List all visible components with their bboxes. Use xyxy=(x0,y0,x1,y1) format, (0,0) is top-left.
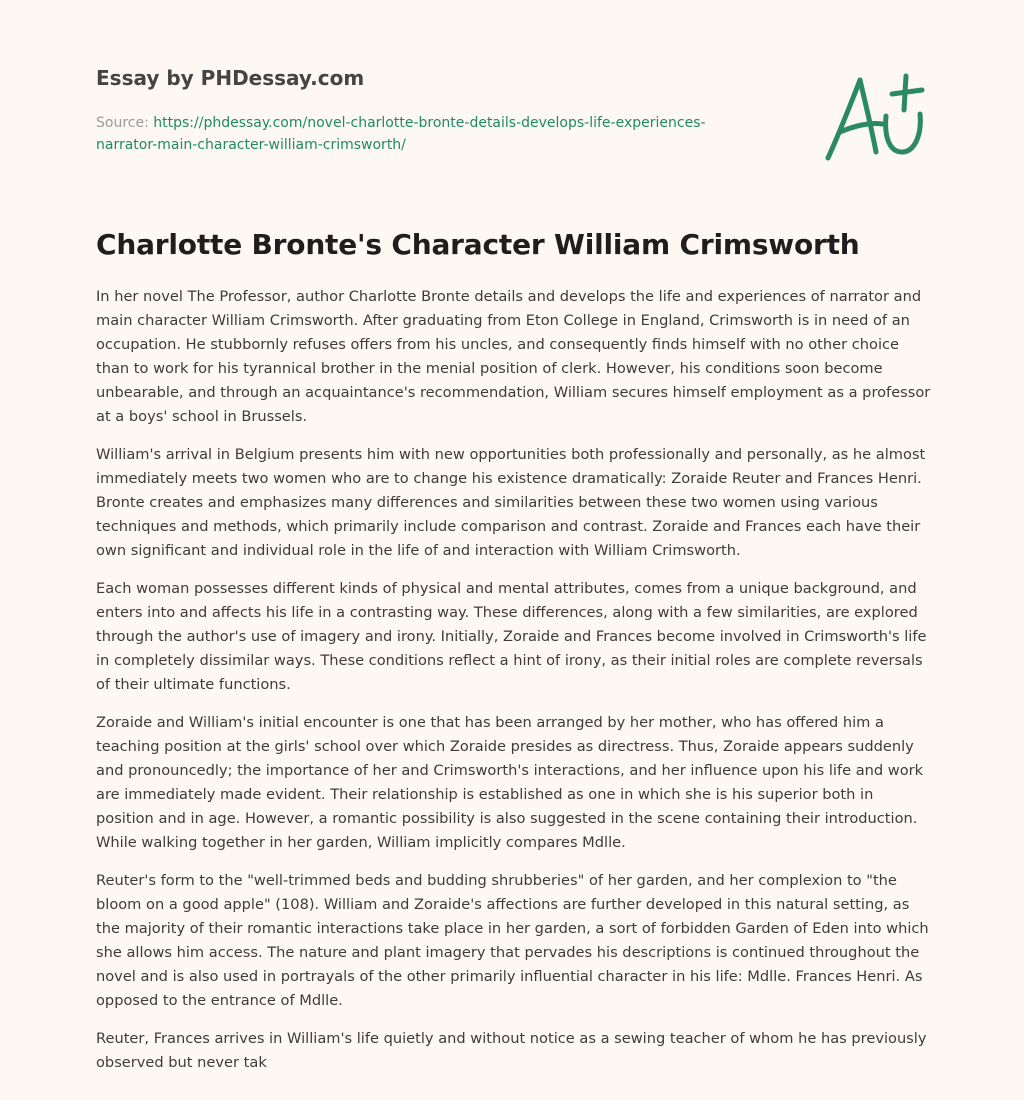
source-link-line-1: https://phdessay.com/novel-charlotte-bronte-details-develops-life-experiences- xyxy=(153,115,706,131)
article-body xyxy=(96,285,932,1089)
paragraph-3: Each woman possesses different kinds of physical and mental attributes, comes from a unique background, and enters into and affects his life in a contrasting way. These differences, along with a few similarities, are explored through the author's use of imagery and irony. Initially, Zoraide and Frances become involved in Crimsworth's life in completely dissimilar ways. These conditions reflect a hint of irony, as their initial roles are complete reversals of their ultimate functions. xyxy=(96,580,927,693)
a-plus-grade-icon xyxy=(820,66,930,166)
paragraph-6: Reuter, Frances arrives in William's life quietly and without notice as a sewing teacher of whom he has previously observed but never tak xyxy=(96,1030,927,1071)
paragraph-4: Zoraide and William's initial encounter is one that has been arranged by her mother, who has offered him a teaching position at the girls' school over which Zoraide presides as directress. Thus, Zoraide appears suddenly and pronouncedly; the importance of her and Crimsworth's interactions, and her influence upon his life and work are immediately made evident. Their relationship is established as one in which she is his superior both in position and in age. However, a romantic possibility is also suggested in the scene containing their introduction. While walking together in her garden, William implicitly compares Mdlle. xyxy=(96,714,924,851)
paragraph-5: Reuter's form to the "well-trimmed beds and budding shrubberies" of her garden, and her complexion to "the bloom on a good apple" (108). William and Zoraide's affections are further developed in this natural setting, as the majority of their romantic interactions take place in her garden, a sort of forbidden Garden of Eden into which she allows him access. The nature and plant imagery that pervades his descriptions is continued throughout the novel and is also used in portrayals of the other primarily influential character in his life: Mdlle. Frances Henri. As opposed to the entrance of Mdlle. xyxy=(96,872,929,1009)
source-label: Source: xyxy=(96,115,154,131)
source-link[interactable] xyxy=(96,115,706,153)
article-title: Charlotte Bronte's Character William Crimsworth xyxy=(96,228,860,261)
paragraph-1: In her novel The Professor, author Charlotte Bronte details and develops the life and experiences of narrator and main character William Crimsworth. After graduating from Eton College in England, Crimsworth is in need of an occupation. He stubbornly refuses offers from his uncles, and consequently finds himself with no other choice than to work for his tyrannical brother in the menial position of clerk. However, his conditions soon become unbearable, and through an acquaintance's recommendation, William secures himself employment as a professor at a boys' school in Brussels. xyxy=(96,288,931,425)
page-header xyxy=(96,64,796,156)
source-link-line-2: narrator-main-character-william-crimsworth/ xyxy=(96,137,406,153)
source-line xyxy=(96,112,796,156)
site-brand: Essay by PHDessay.com xyxy=(96,66,365,90)
paragraph-2: William's arrival in Belgium presents him with new opportunities both professionally and personally, as he almost immediately meets two women who are to change his existence dramatically: Zoraide Reuter and Frances Henri. Bronte creates and emphasizes many differences and similarities between these two women using various techniques and methods, which primarily include comparison and contrast. Zoraide and Frances each have their own significant and individual role in the life of and interaction with William Crimsworth. xyxy=(96,446,926,559)
